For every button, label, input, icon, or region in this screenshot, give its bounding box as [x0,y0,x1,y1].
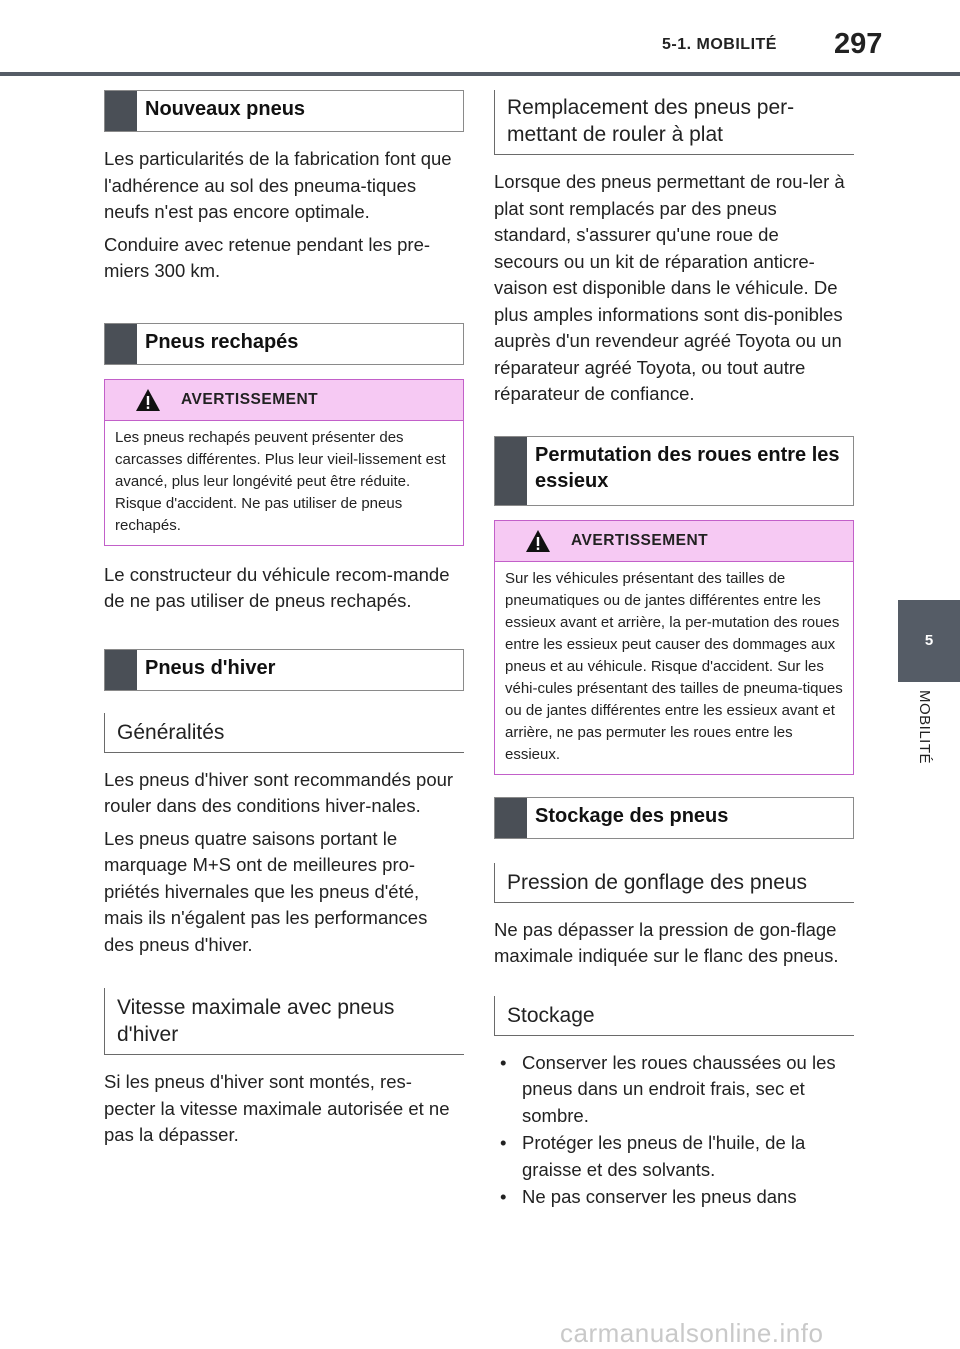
list-item: • Conserver les roues chaussées ou les pneus dans un endroit frais, sec et sombre. [494,1050,854,1130]
header-rule [0,72,960,76]
warning-box [494,520,854,775]
chapter-tab-label: MOBILITÉ [916,690,933,765]
section-marker [495,437,527,505]
paragraph: Si les pneus d'hiver sont montés, res-pecter la vitesse maximale autorisée et ne pas la dépasser. [104,1071,450,1145]
warning-header [105,380,463,421]
warning-box [104,379,464,546]
warning-text: Sur les véhicules présentant des tailles de pneumatiques ou de jantes différentes entre les essieux avant et arrière, la per-mutation des roues entre les essieux peut causer des dommages aux pneus et au véhicule. Risque d'accident. Sur les véhi-cules présentant des tailles de pneuma-tiques ou de jantes différentes entre les essieux avant et arrière, ne pas permuter les roues entre les essieux. [505,569,843,763]
warning-icon [135,388,161,412]
warning-header [495,521,853,562]
paragraph: Les pneus d'hiver sont recommandés pour rouler dans des conditions hiver-nales. [104,768,454,816]
left-column [104,90,464,1155]
subsection-general: Généralités [104,713,464,753]
section-marker [105,324,137,364]
section-title: Pneus rechapés [145,330,299,353]
chapter-tab[interactable]: 5 [898,600,960,682]
paragraph: Conduire avec retenue pendant les pre-miers 300 km. [104,233,431,281]
warning-label: AVERTISSEMENT [571,531,709,549]
section-wheel-rotation [494,436,854,506]
paragraph: Lorsque des pneus permettant de rou-ler à plat sont remplacés par des pneus standard, s'assurer qu'une roue de secours ou un kit de réparation anticre-vaison est disponible dans le véhicule. De plus amples informations sont dis-ponibles auprès d'un revendeur agréé Toyota ou un réparateur agréé Toyota, ou tout autre réparateur de confiance. [494,171,845,404]
section-title: Pneus d'hiver [145,656,276,679]
warning-label: AVERTISSEMENT [181,390,319,408]
warning-text: Les pneus rechapés peuvent présenter des carcasses différentes. Plus leur vieil-lissement est avancé, plus leur longévité peut être réduite. Risque d'accident. Ne pas utiliser de pneus rechapés. [115,428,446,534]
subsection-run-flat: Remplacement des pneus per-mettant de rouler à plat [494,90,854,155]
chapter-title: 5-1. MOBILITÉ [662,36,777,53]
subsection-tire-pressure: Pression de gonflage des pneus [494,863,854,903]
section-marker [495,798,527,838]
list-item: • Protéger les pneus de l'huile, de la graisse et des solvants. [494,1130,854,1183]
paragraph: Le constructeur du véhicule recom-mande de ne pas utiliser de pneus rechapés. [104,563,450,611]
subsection-max-speed: Vitesse maximale avec pneus d'hiver [104,988,464,1055]
paragraph: Les pneus quatre saisons portant le marquage M+S ont de meilleures pro-priétés hivernales que les pneus d'été, mais ils n'égalent pas les performances des pneus d'hiver. [104,827,428,955]
section-marker [105,650,137,690]
paragraph: Ne pas dépasser la pression de gon-flage maximale indiquée sur le flanc des pneus. [494,918,839,966]
watermark: carmanualsonline.info [560,1318,824,1348]
storage-list [494,1050,854,1211]
subsection-storage: Stockage [494,996,854,1036]
right-column [494,90,854,1212]
section-marker [105,91,137,131]
section-tire-storage [494,797,854,839]
section-title: Nouveaux pneus [145,98,306,120]
warning-icon [525,529,551,553]
paragraph: Les particularités de la fabrication font que l'adhérence au sol des pneuma-tiques neufs n'est pas encore optimale. [104,148,452,222]
section-new-tires [104,90,464,132]
list-item: • Ne pas conserver les pneus dans [494,1184,854,1211]
section-winter-tires [104,649,464,691]
page-number: 297 [834,28,883,60]
section-title: Stockage des pneus [535,804,729,827]
section-title: Permutation des roues entre les essieux [535,443,840,492]
section-retreaded-tires [104,323,464,365]
